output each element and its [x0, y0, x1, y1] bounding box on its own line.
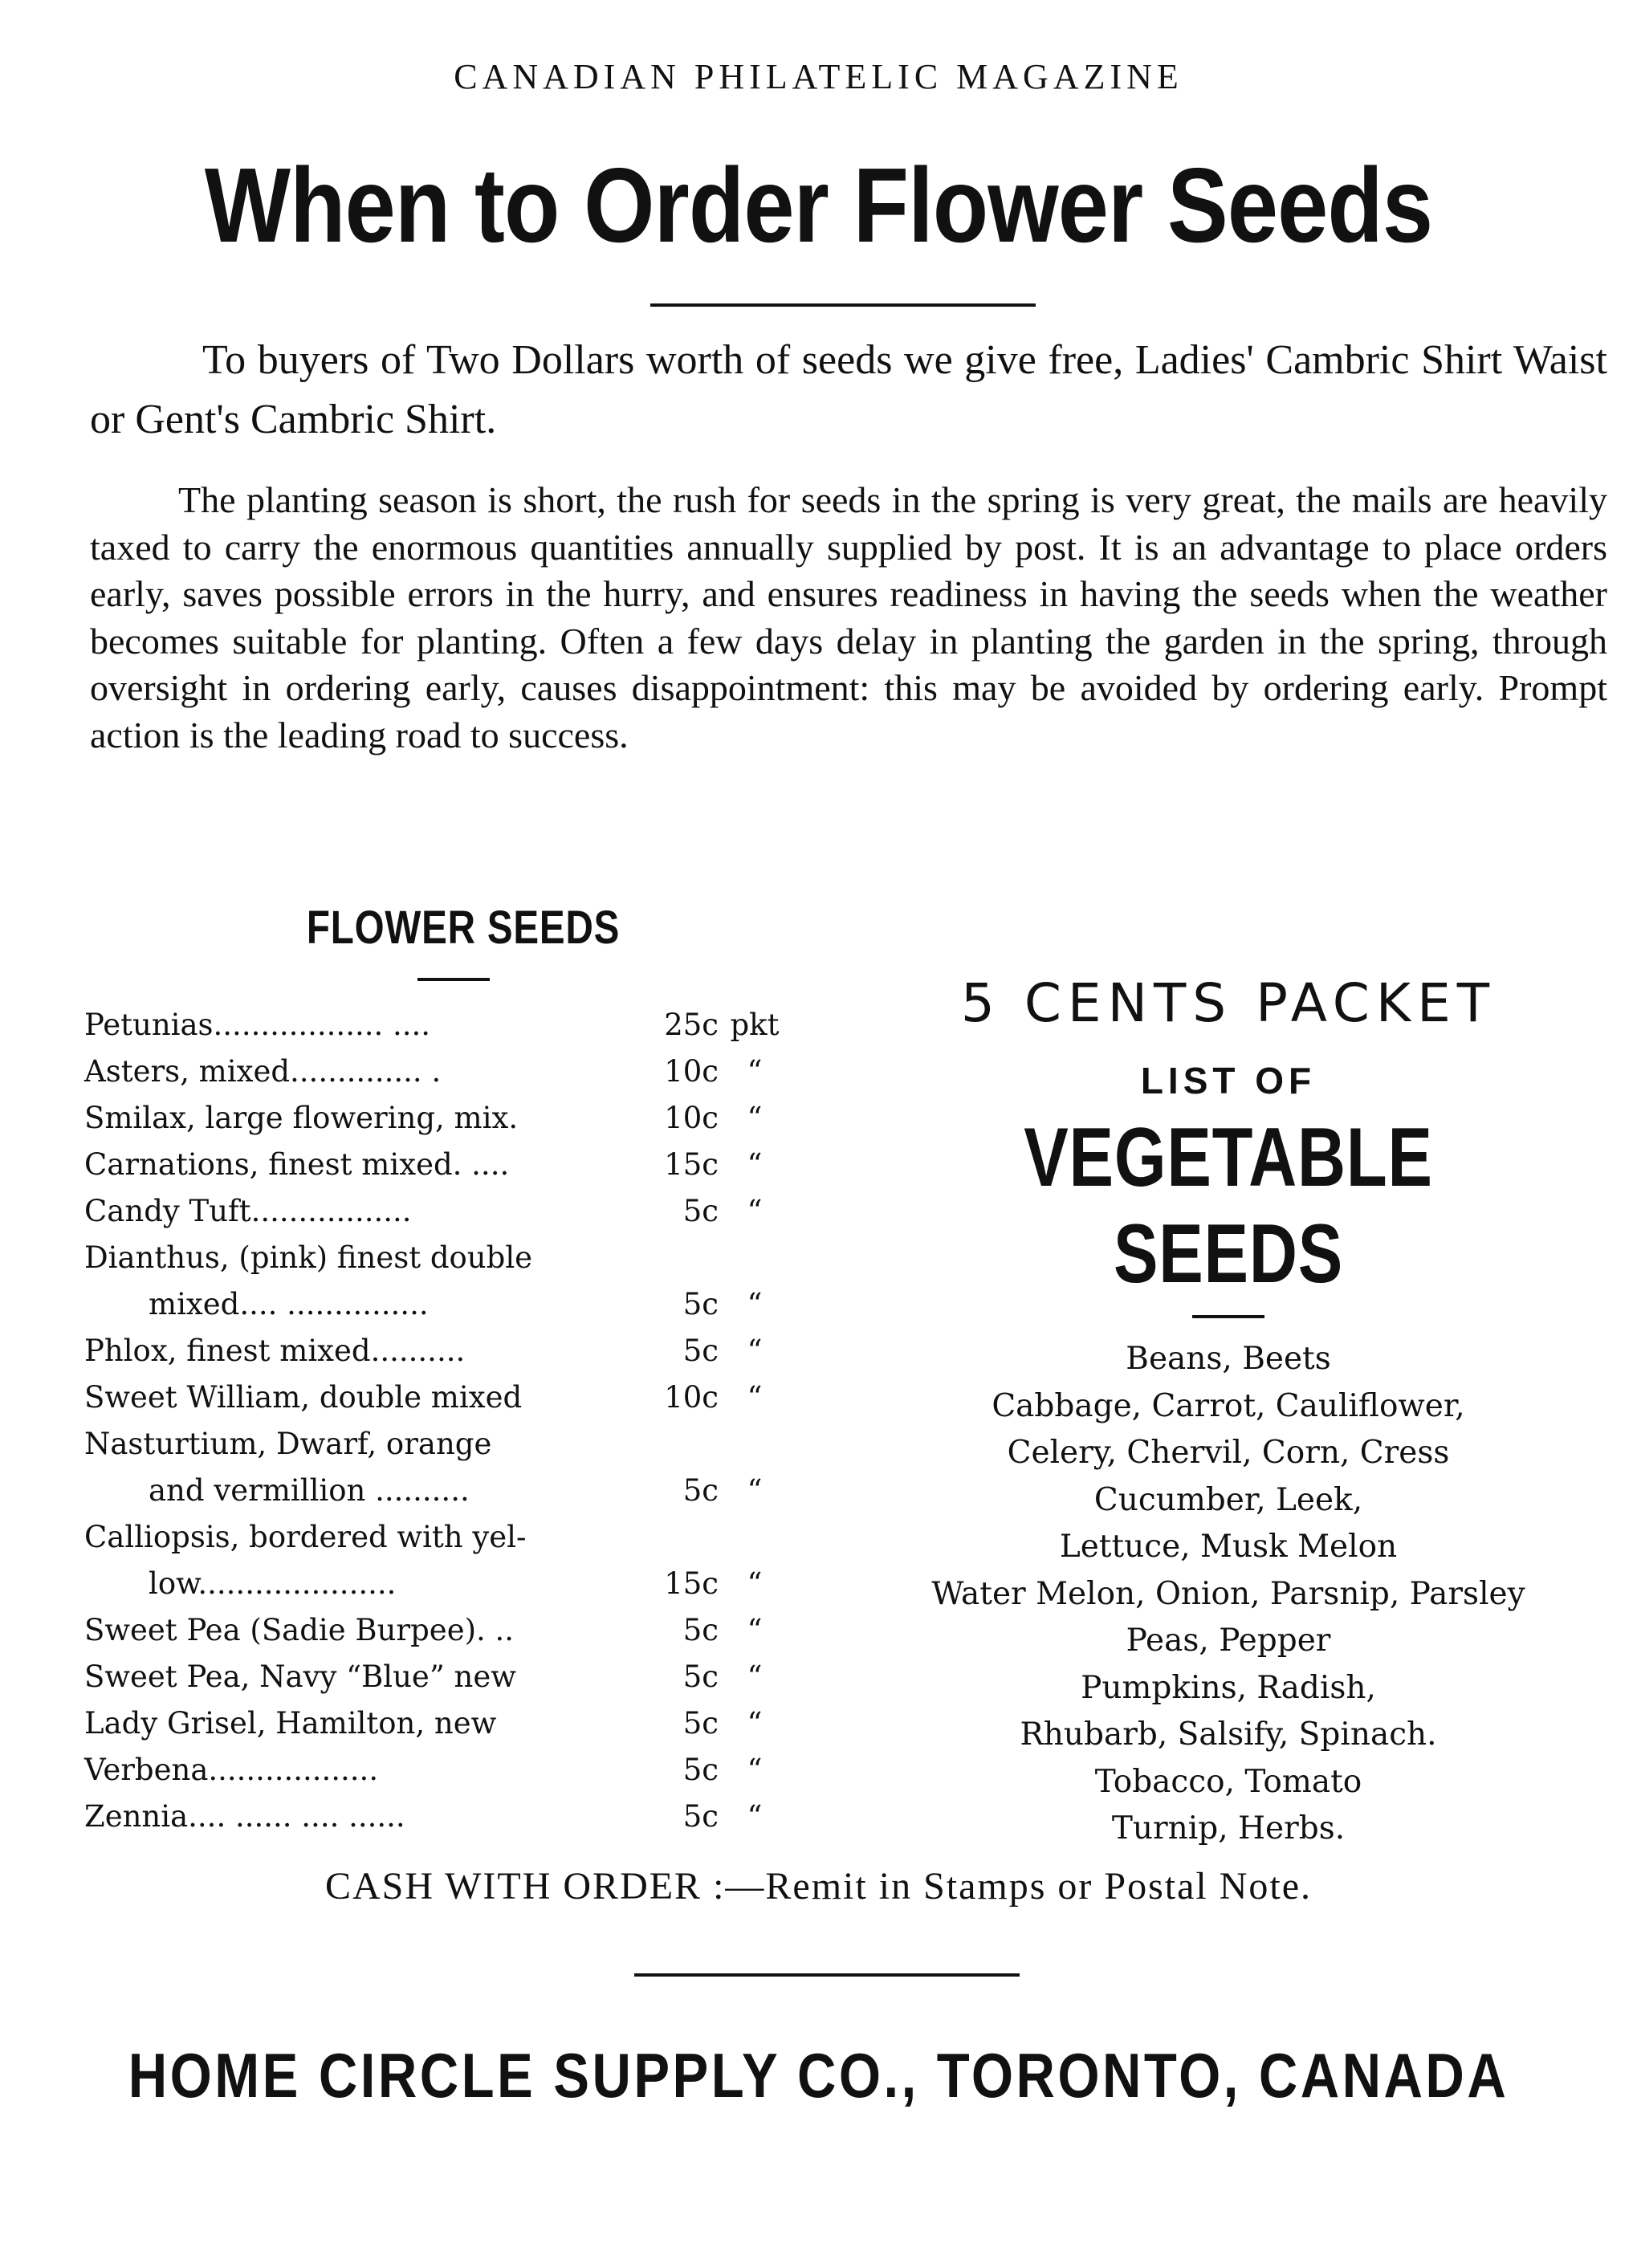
seed-row: [84, 1095, 839, 1142]
seed-name: [84, 1002, 642, 1048]
seed-unit: “: [747, 1473, 763, 1508]
seed-name-line: Phlox, finest mixed..........: [84, 1334, 466, 1368]
flower-seeds-list: [84, 1002, 839, 1840]
seed-unit: “: [747, 1287, 763, 1321]
vegetable-seeds-heading: VEGETABLE SEEDS: [1024, 1111, 1433, 1301]
seed-row: [84, 1188, 839, 1235]
seed-row: [84, 1654, 839, 1700]
seed-price: 10c: [664, 1054, 719, 1089]
seed-price: 5c: [682, 1659, 719, 1694]
seed-price: 10c: [664, 1101, 719, 1135]
seed-row: [84, 1747, 839, 1794]
seed-price: 25c: [664, 1008, 719, 1042]
vegetable-seeds-section: [851, 971, 1606, 1853]
vegetable-line: Beans, Beets: [1126, 1341, 1331, 1377]
vegetable-line: Celery, Chervil, Corn, Cress: [1007, 1435, 1450, 1471]
seed-name: [84, 1142, 642, 1188]
seed-unit: “: [747, 1334, 763, 1368]
seed-price: 5c: [682, 1287, 719, 1321]
seed-row: [84, 1328, 839, 1374]
seed-unit: “: [747, 1147, 763, 1182]
seed-name-line: Nasturtium, Dwarf, orange: [84, 1427, 492, 1461]
seed-name: [84, 1048, 642, 1095]
seed-unit: “: [747, 1380, 763, 1415]
seed-row: [84, 1002, 839, 1048]
headline-rule: [650, 303, 1036, 307]
seed-row: [84, 1794, 839, 1840]
seed-name-line: Asters, mixed.............. .: [84, 1054, 442, 1089]
cash-with-order-note: CASH WITH ORDER :—Remit in Stamps or Postal Note.: [324, 1865, 1313, 1908]
vegetable-line: Rhubarb, Salsify, Spinach.: [1020, 1716, 1437, 1753]
offer-text: To buyers of Two Dollars worth of seeds we give free, Ladies' Cambric Shirt Waist or Gent's Cambric Shirt.: [90, 337, 1607, 442]
seed-price: 5c: [682, 1613, 719, 1647]
seed-price: 5c: [682, 1334, 719, 1368]
seed-name-line: Verbena..................: [84, 1753, 379, 1787]
seed-name-line: Candy Tuft.................: [84, 1194, 412, 1228]
seed-row: [84, 1700, 839, 1747]
seed-unit: “: [747, 1799, 763, 1834]
vegetable-line: Peas, Pepper: [1126, 1623, 1331, 1659]
vegetable-line: Tobacco, Tomato: [1094, 1763, 1362, 1800]
packet-price-heading: 5 CENTS PACKET: [960, 972, 1497, 1034]
list-of-label: LIST OF: [1140, 1060, 1317, 1101]
headline: When to Order Flower Seeds: [204, 146, 1433, 264]
seed-row: [84, 1607, 839, 1654]
company-name: HOME CIRCLE SUPPLY CO., TORONTO, CANADA: [128, 2040, 1509, 2111]
seed-row: [84, 1514, 839, 1607]
seed-name-continuation: low.....................: [149, 1566, 397, 1601]
seed-name-line: Lady Grisel, Hamilton, new: [84, 1706, 497, 1741]
seed-name: [84, 1235, 642, 1328]
seed-name: [84, 1328, 642, 1374]
vegetable-line: Pumpkins, Radish,: [1081, 1669, 1376, 1706]
seed-name-line: Sweet William, double mixed: [84, 1380, 523, 1415]
vegetable-line: Cabbage, Carrot, Cauliflower,: [992, 1387, 1465, 1424]
seed-unit: “: [747, 1101, 763, 1135]
seed-unit: “: [747, 1753, 763, 1787]
seed-name: [84, 1374, 642, 1421]
seed-name: [84, 1095, 642, 1142]
seed-name-line: Calliopsis, bordered with yel-: [84, 1520, 527, 1554]
seed-name-line: Sweet Pea, Navy “Blue” new: [84, 1659, 516, 1694]
seed-price: 5c: [682, 1473, 719, 1508]
seed-name-line: Sweet Pea (Sadie Burpee). ..: [84, 1613, 515, 1647]
seed-name-line: Smilax, large flowering, mix.: [84, 1101, 519, 1135]
seed-name-line: Petunias.................. ....: [84, 1008, 431, 1042]
seed-name-line: Carnations, finest mixed. ....: [84, 1147, 510, 1182]
seed-unit: “: [747, 1706, 763, 1741]
vegetable-seeds-list: [851, 1336, 1606, 1853]
seed-name: [84, 1188, 642, 1235]
seed-price: 5c: [682, 1799, 719, 1834]
seed-name-line: Zennia.... ...... .... ......: [84, 1799, 405, 1834]
seed-price: 5c: [682, 1753, 719, 1787]
body-paragraph: The planting season is short, the rush for seeds in the spring is very great, the mails are heavily taxed to carry the enormous quantities annually supplied by post. It is an advantage to place orders early, saves possible errors in the hurry, and ensures readiness in having the seeds when the weather becomes suitable for planting. Often a few days delay in planting the garden in the spring, through oversight in ordering early, causes disappointment: this may be avoided by ordering early. Prompt action is the leading road to success.: [90, 479, 1607, 755]
seed-price: 5c: [682, 1706, 719, 1741]
seed-name-continuation: mixed.... ...............: [149, 1287, 429, 1321]
seed-name: [84, 1654, 642, 1700]
vegetable-line: Lettuce, Musk Melon: [1059, 1529, 1398, 1565]
seed-name: [84, 1514, 642, 1607]
seed-price: 15c: [664, 1147, 719, 1182]
seed-unit: pkt: [730, 1008, 780, 1042]
flower-seeds-heading: FLOWER SEEDS: [306, 902, 621, 954]
footer-rule: [634, 1973, 1020, 1977]
seed-unit: “: [747, 1194, 763, 1228]
seed-unit: “: [747, 1566, 763, 1601]
seed-unit: “: [747, 1054, 763, 1089]
seed-name: [84, 1421, 642, 1514]
seed-unit: “: [747, 1613, 763, 1647]
seed-row: [84, 1235, 839, 1328]
seed-name: [84, 1700, 642, 1747]
seed-row: [84, 1142, 839, 1188]
seed-name: [84, 1794, 642, 1840]
seed-price: 5c: [682, 1194, 719, 1228]
flower-heading-rule: [417, 978, 490, 981]
seed-name-line: Dianthus, (pink) finest double: [84, 1240, 533, 1275]
seed-row: [84, 1048, 839, 1095]
seed-price: 15c: [664, 1566, 719, 1601]
seed-unit: “: [747, 1659, 763, 1694]
seed-row: [84, 1421, 839, 1514]
vegetable-heading-rule: [1192, 1315, 1264, 1318]
vegetable-line: Water Melon, Onion, Parsnip, Parsley: [931, 1575, 1525, 1612]
seed-price: 10c: [664, 1380, 719, 1415]
seed-name-continuation: and vermillion ..........: [149, 1473, 470, 1508]
seed-name: [84, 1747, 642, 1794]
vegetable-line: Cucumber, Leek,: [1093, 1481, 1363, 1518]
seed-name: [84, 1607, 642, 1654]
vegetable-line: Turnip, Herbs.: [1111, 1810, 1346, 1847]
masthead: CANADIAN PHILATELIC MAGAZINE: [454, 57, 1183, 96]
seed-row: [84, 1374, 839, 1421]
